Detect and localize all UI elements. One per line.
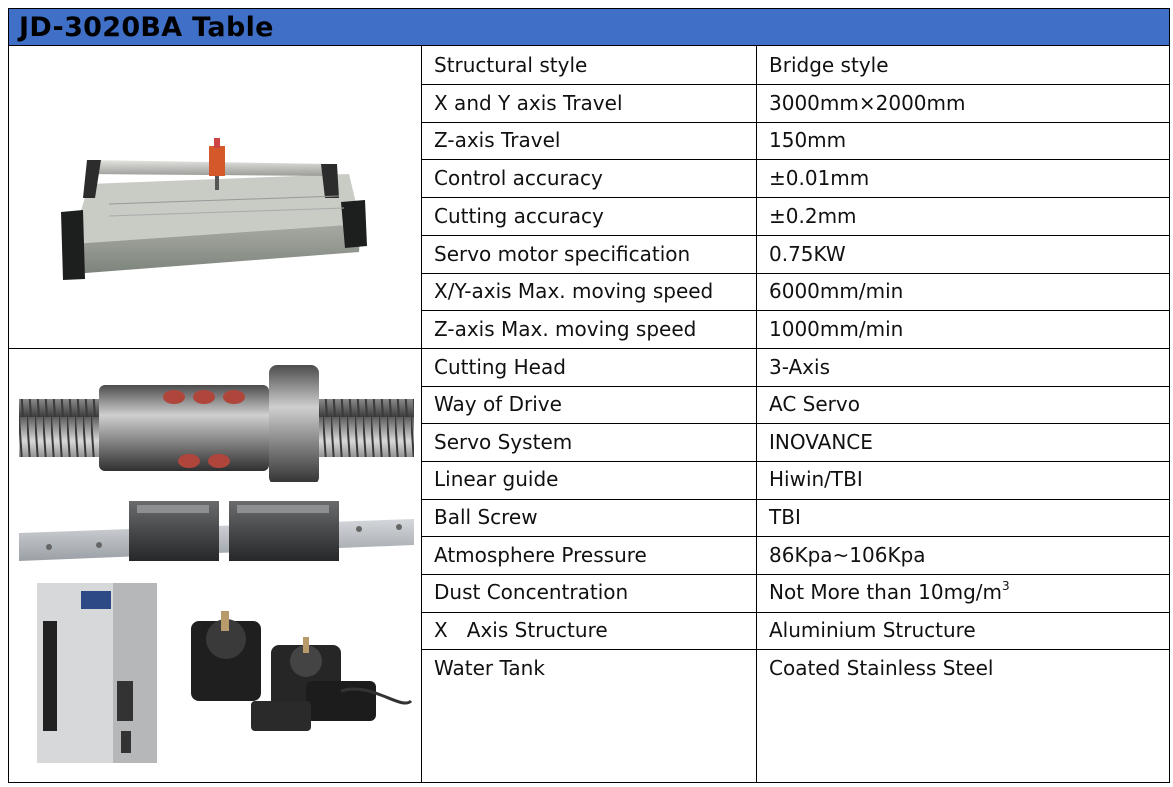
spec-value: 86Kpa~106Kpa (769, 543, 926, 567)
spec-value: Aluminium Structure (769, 618, 976, 642)
spec-value: 3-Axis (769, 355, 830, 379)
spec-value: Bridge style (769, 53, 889, 77)
spec-label: Z-axis Max. moving speed (434, 317, 697, 341)
table-title-bar (9, 9, 1169, 46)
spec-label: X/Y-axis Max. moving speed (434, 279, 714, 303)
ball-screw-image (19, 357, 414, 482)
spec-value: Coated Stainless Steel (769, 656, 994, 680)
spec-label: Control accuracy (434, 166, 603, 190)
spec-label: Servo motor specification (434, 242, 691, 266)
spec-value: 3000mm×2000mm (769, 91, 966, 115)
section-divider (9, 348, 1169, 349)
spec-label: Atmosphere Pressure (434, 543, 647, 567)
table-title: JD-3020BA Table (19, 12, 274, 43)
spec-label: Cutting accuracy (434, 204, 604, 228)
spec-value: Not More than 10mg/m (769, 580, 1002, 604)
spec-value: 0.75KW (769, 242, 846, 266)
spec-value: 1000mm/min (769, 317, 904, 341)
servo-drive-motor-image (21, 581, 416, 773)
spec-label: Dust Concentration (434, 580, 629, 604)
spec-label: Servo System (434, 430, 573, 454)
spec-value-dust (769, 574, 1010, 611)
spec-value: AC Servo (769, 392, 860, 416)
spec-label: X and Y axis Travel (434, 91, 623, 115)
column-divider-image (421, 46, 422, 783)
linear-guide-image (19, 489, 414, 571)
spec-table (8, 8, 1170, 783)
spec-label: Cutting Head (434, 355, 566, 379)
spec-value: 6000mm/min (769, 279, 904, 303)
waterjet-machine-image (49, 124, 384, 284)
spec-label: Way of Drive (434, 392, 562, 416)
superscript-3: 3 (1002, 579, 1010, 594)
spec-value: TBI (769, 505, 801, 529)
spec-label: Ball Screw (434, 505, 538, 529)
spec-value: ±0.01mm (769, 166, 870, 190)
spec-label: Z-axis Travel (434, 128, 561, 152)
spec-value: ±0.2mm (769, 204, 857, 228)
spec-label: Water Tank (434, 656, 545, 680)
spec-label: Linear guide (434, 467, 559, 491)
spec-label: Structural style (434, 53, 588, 77)
spec-value: 150mm (769, 128, 847, 152)
spec-value: Hiwin/TBI (769, 467, 863, 491)
column-divider-value (756, 46, 757, 783)
spec-value: INOVANCE (769, 430, 873, 454)
spec-label: X Axis Structure (434, 618, 608, 642)
